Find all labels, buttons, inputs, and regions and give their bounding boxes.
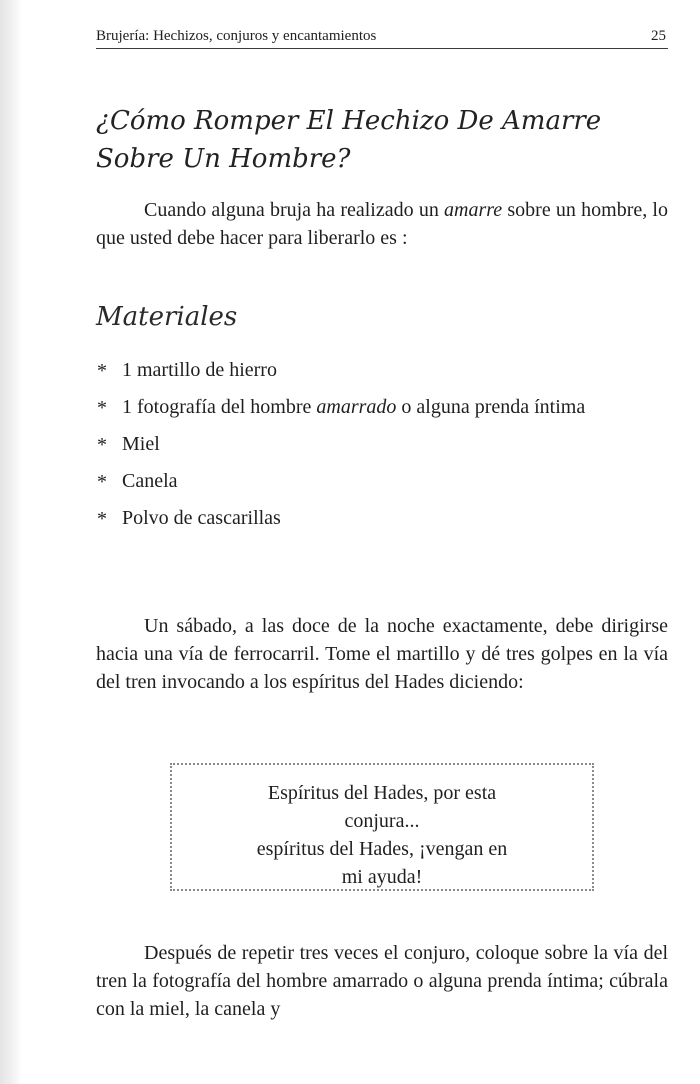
list-item	[96, 504, 668, 532]
list-item	[96, 467, 668, 495]
list-item-text: 1 martillo de hierro	[122, 359, 277, 381]
incantation-box	[170, 763, 594, 891]
list-item-text-before: 1 fotografía del hombre	[122, 396, 317, 418]
closing-paragraph: Después de repetir tres veces el conjuro, coloque sobre la vía del tren la fotografía del hombre amarrado o alguna prenda íntima; cúbrala con la miel, la canela y	[96, 942, 668, 1020]
list-item-text: Canela	[122, 470, 178, 492]
materials-list	[96, 356, 668, 541]
materials-heading: Materiales	[96, 302, 238, 332]
intro-emphasis: amarre	[444, 199, 503, 221]
intro-text-after: sobre un hombre, lo que usted debe hacer para liberarlo es :	[96, 199, 668, 249]
list-item	[96, 430, 668, 458]
list-item-text-after: o alguna prenda íntima	[396, 396, 586, 418]
page-spine-shadow	[0, 0, 22, 1084]
list-item-text: Polvo de cascarillas	[122, 507, 281, 529]
intro-paragraph	[96, 196, 668, 252]
bullet-asterisk: *	[97, 434, 107, 456]
incantation-line: espíritus del Hades, ¡vengan en	[256, 838, 508, 860]
ritual-paragraph: Un sábado, a las doce de la noche exactamente, debe dirigirse hacia una vía de ferrocarril. Tome el martillo y dé tres golpes en la vía del tren invocando a los espíritus del Hades diciendo:	[96, 615, 668, 693]
book-title: Brujería: Hechizos, conjuros y encantamientos	[96, 28, 377, 44]
running-header	[96, 26, 668, 49]
incantation-line: Espíritus del Hades, por esta	[267, 782, 497, 804]
chapter-title: ¿Cómo Romper El Hechizo De Amarre Sobre Un Hombre?	[96, 106, 602, 174]
intro-text-before: Cuando alguna bruja ha realizado un	[144, 199, 445, 221]
list-item-emphasis: amarrado	[316, 396, 397, 418]
list-item	[96, 356, 668, 384]
bullet-asterisk: *	[97, 360, 107, 382]
page-number: 25	[651, 28, 666, 44]
bullet-asterisk: *	[97, 508, 107, 530]
list-item	[96, 393, 668, 421]
incantation-line: conjura...	[344, 810, 420, 832]
incantation-line: mi ayuda!	[341, 866, 423, 888]
list-item-text: Miel	[122, 433, 160, 455]
bullet-asterisk: *	[97, 471, 107, 493]
bullet-asterisk: *	[97, 397, 107, 419]
